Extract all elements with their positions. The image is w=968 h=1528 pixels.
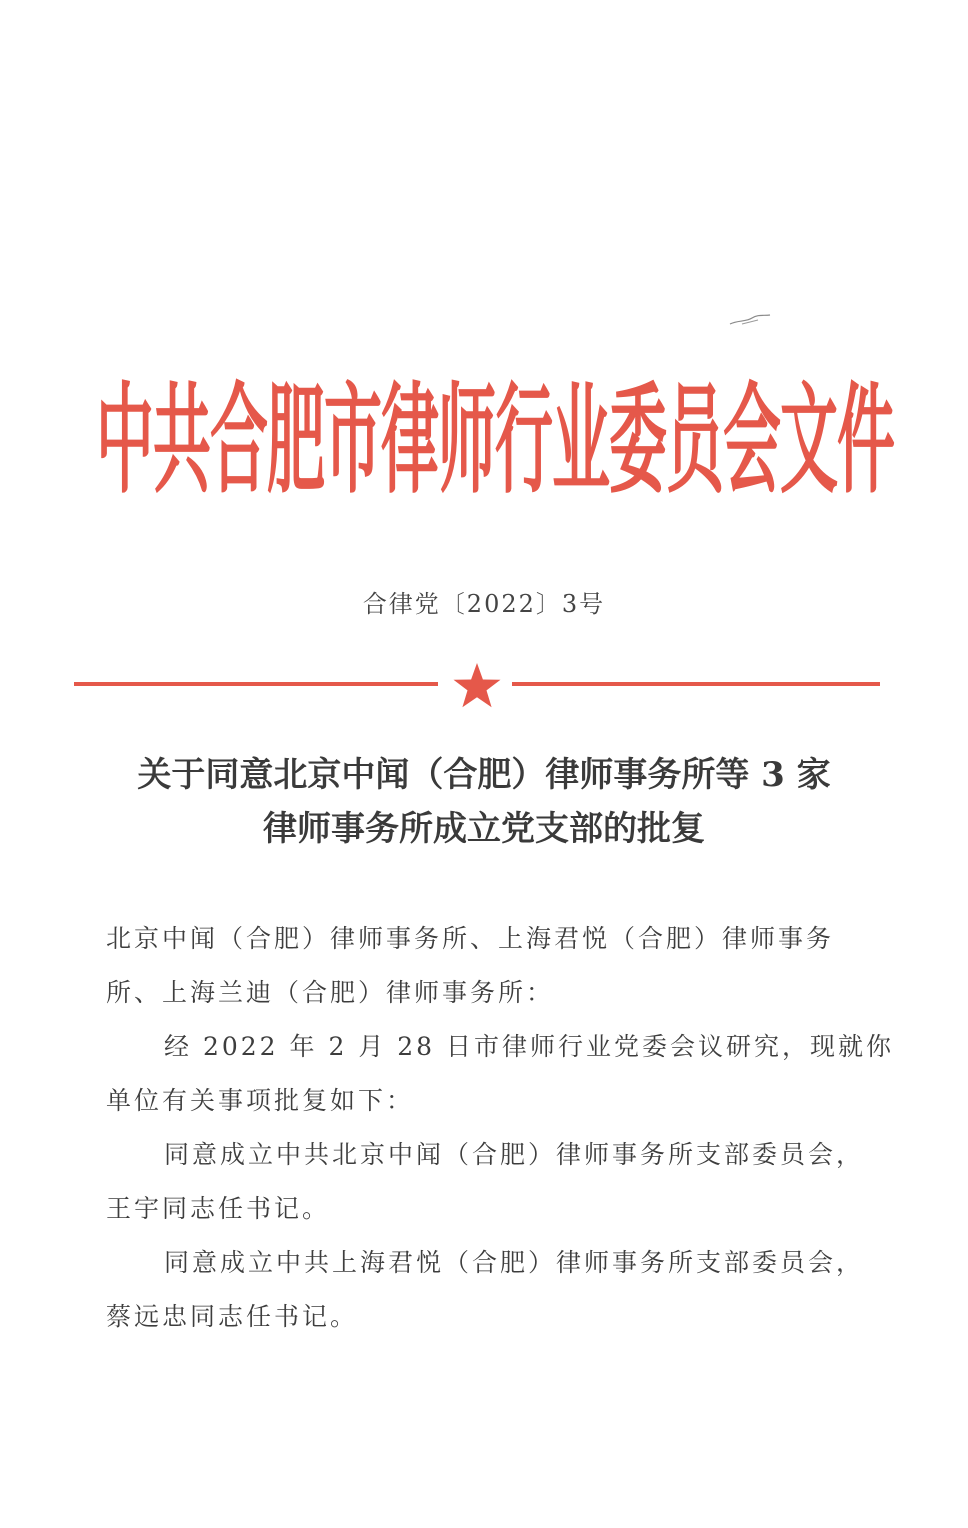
paragraph-2-line-1: 同意成立中共北京中闻（合肥）律师事务所支部委员会， (164, 1140, 865, 1169)
document-subject (100, 748, 868, 856)
addressee-line-1: 北京中闻（合肥）律师事务所、上海君悦（合肥）律师事务 (106, 924, 835, 953)
paragraph-1-line-1: 经 2022 年 2 月 28 日市律师行业党委会议研究，现就你 (164, 1032, 895, 1061)
paragraph-3-line-1: 同意成立中共上海君悦（合肥）律师事务所支部委员会， (164, 1248, 865, 1277)
paragraph-2-line-2: 王宇同志任书记。 (106, 1194, 331, 1223)
paragraph-3-line-2: 蔡远忠同志任书记。 (106, 1302, 359, 1331)
divider-line-left (74, 682, 438, 686)
paragraph-1-line-2: 单位有关事项批复如下： (106, 1086, 415, 1115)
document-body (106, 912, 895, 1344)
subject-line-2: 律师事务所成立党支部的批复 (263, 809, 705, 849)
addressee-line-2: 所、上海兰迪（合肥）律师事务所： (106, 978, 555, 1007)
header-divider (74, 660, 880, 710)
subject-line-1: 关于同意北京中闻（合肥）律师事务所等 3 家 (137, 755, 831, 795)
star-icon (452, 660, 502, 710)
divider-line-right (512, 682, 880, 686)
document-number: 合律党〔2022〕3号 (362, 590, 606, 618)
document-header-title: 中共合肥市律师行业委员会文件 (96, 370, 895, 510)
